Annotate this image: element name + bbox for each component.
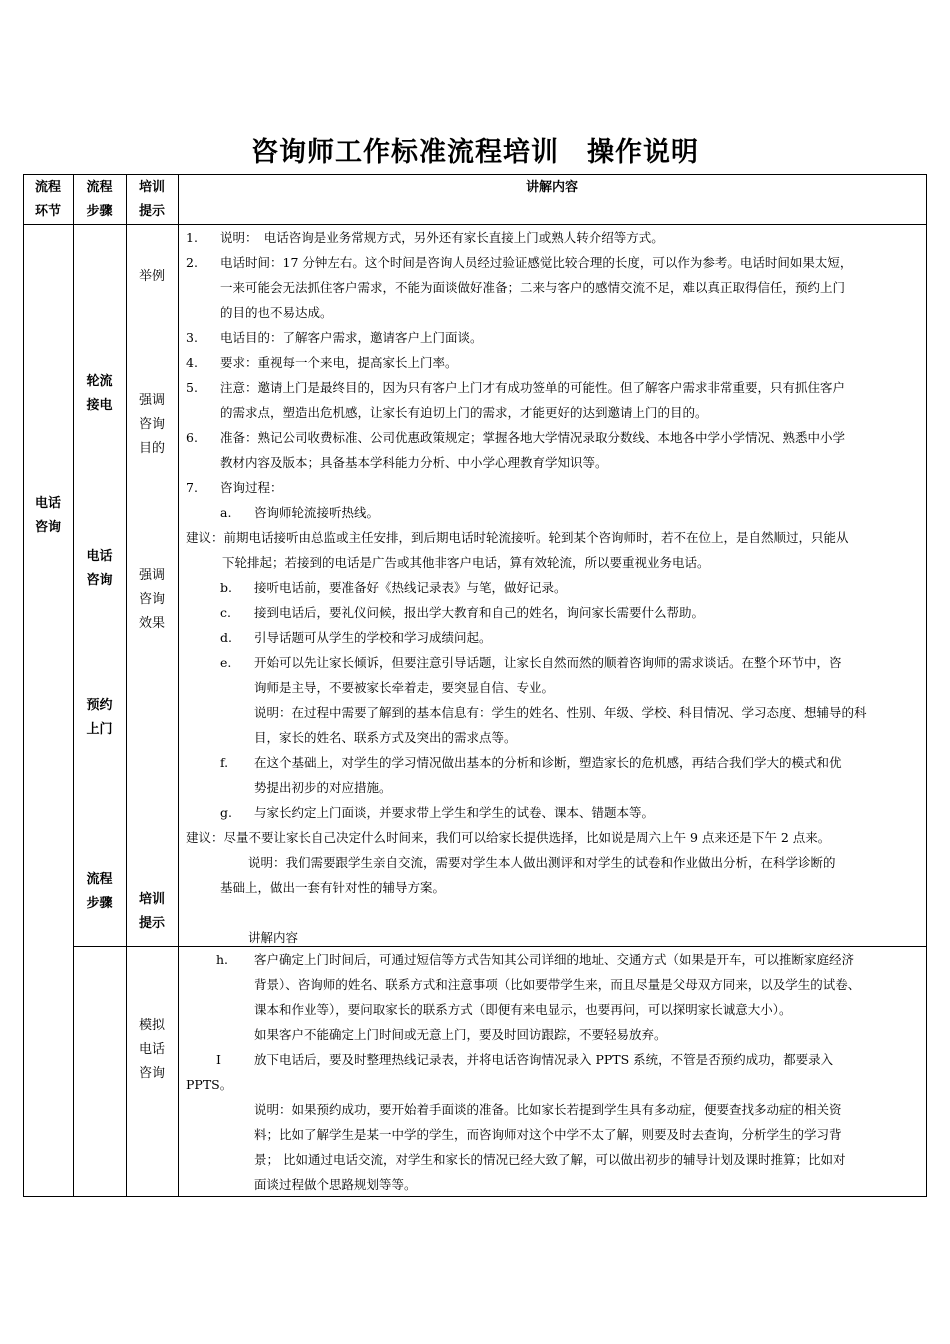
sub-item-letter: h. [216, 952, 229, 967]
sub-item-letter: f. [220, 755, 229, 770]
item-number: 7. [186, 480, 198, 495]
spacer [186, 900, 920, 925]
tip-emphasize-purpose [126, 389, 178, 461]
item-number: 3. [186, 330, 198, 345]
item-number: 5. [186, 380, 198, 395]
sub-item-letter: c. [220, 605, 231, 620]
item-line: 要求：重视每一个来电，提高家长上门率。 [220, 355, 458, 370]
header-step [73, 176, 126, 224]
item-line: 咨询过程： [220, 480, 283, 495]
sub-item-line: 在这个基础上，对学生的学习情况做出基本的分析和诊断，塑造家长的危机感，再结合我们学大的模式和优 [254, 755, 842, 770]
numbered-item [186, 225, 920, 250]
header-stage [23, 176, 73, 224]
tip5-line2: 电话 [138, 1042, 165, 1057]
sub-item [186, 1047, 920, 1097]
note-line: 面谈过程做个思路规划等等。 [254, 1177, 417, 1192]
step1-line2: 接电 [86, 398, 113, 413]
sub-item [186, 600, 920, 625]
step1-line1: 轮流 [86, 374, 113, 389]
sub-item [186, 500, 920, 525]
sub-item [186, 800, 920, 825]
sub-item-line: 课本和作业等），要问取家长的联系方式（即便有来电显示，也要再问，可以探明家长诚意大小）。 [254, 1002, 792, 1017]
note-paragraph [186, 850, 920, 900]
sub-item [186, 625, 920, 650]
numbered-item [186, 425, 920, 475]
header-step-line1: 流程 [86, 180, 113, 195]
step-appointment [73, 694, 126, 742]
item-line: 说明： 电话咨询是业务常规方式，另外还有家长直接上门或熟人转介绍等方式。 [220, 230, 664, 245]
sub-item-line: PPTS。 [186, 1077, 233, 1092]
numbered-item [186, 250, 920, 325]
step2-line2: 咨询 [86, 573, 113, 588]
sub-item-line: 引导话题可从学生的学校和学习成绩问起。 [254, 630, 492, 645]
step-phone-consult [73, 545, 126, 593]
tip3-line1: 强调 [138, 568, 165, 583]
tip2-line2: 咨询 [138, 417, 165, 432]
note-line: 说明：我们需要跟学生亲自交流，需要对学生本人做出测评和对学生的试卷和作业做出分析，在科学诊断的 [248, 855, 836, 870]
note-line: 基础上，做出一套有针对性的辅导方案。 [220, 880, 446, 895]
tip3-line3: 效果 [138, 616, 165, 631]
sub-item-letter: e. [220, 655, 232, 670]
advice-line: 建议：前期电话接听由总监或主任安排，到后期电话时轮流接听。轮到某个咨询师时，若不在位上，是自然顺过，只能从 [186, 530, 849, 545]
tip5-line3: 咨询 [138, 1066, 165, 1081]
item-number: 6. [186, 430, 198, 445]
sub-item [186, 575, 920, 600]
page-title: 咨询师工作标准流程培训 操作说明 [251, 137, 699, 168]
item-line: 的目的也不易达成。 [220, 305, 333, 320]
sub-item-line: 放下电话后，要及时整理热线记录表，并将电话咨询情况录入 PPTS 系统，不管是否预约成功，都要录入 [254, 1052, 834, 1067]
item-line: 的需求点，塑造出危机感，让家长有迫切上门的需求，才能更好的达到邀请上门的目的。 [220, 405, 708, 420]
table-top-border [23, 174, 927, 175]
col-border-5 [926, 174, 927, 1197]
sub-item [186, 947, 920, 1047]
note-line: 说明：在过程中需要了解到的基本信息有：学生的姓名、性别、年级、学校、科目情况、学习态度、想辅导的科 [254, 705, 867, 720]
advice-line: 下轮排起；若接到的电话是广告或其他非客户电话，算有效轮流，所以要重视业务电话。 [222, 555, 710, 570]
step4-line1: 流程 [86, 872, 113, 887]
item-line: 注意：邀请上门是最终目的，因为只有客户上门才有成功签单的可能性。但了解客户需求非常重要，只有抓住客户 [220, 380, 846, 395]
stage-label [23, 492, 73, 540]
tip-example: 举例 [138, 269, 165, 284]
header-step-line2: 步骤 [86, 204, 113, 219]
item-line: 电话时间：17 分钟左右。这个时间是咨询人员经过验证感觉比较合理的长度，可以作为参考。电话时间如果太短， [220, 255, 853, 270]
tip2-line3: 目的 [138, 441, 165, 456]
step-rotate-answer [73, 370, 126, 418]
stage-line2: 咨询 [34, 520, 61, 535]
sub-item-line: 开始可以先让家长倾诉，但要注意引导话题，让家长自然而然的顺着咨询师的需求谈话。在整个环节中，咨 [254, 655, 842, 670]
header-stage-line1: 流程 [34, 180, 61, 195]
numbered-item [186, 475, 920, 500]
sub-item-letter: d. [220, 630, 232, 645]
content-main [186, 225, 920, 950]
sub-item [186, 750, 920, 800]
sub-item-letter: b. [220, 580, 232, 595]
note-line: 料；比如了解学生是某一中学的学生，而咨询师对这个中学不太了解，则要及时去查询，分析学生的学习背 [254, 1127, 842, 1142]
header-tip-line1: 培训 [138, 180, 165, 195]
step3-line1: 预约 [86, 698, 113, 713]
note-line: 目，家长的姓名、联系方式及突出的需求点等。 [254, 730, 517, 745]
stage-line1: 电话 [34, 496, 61, 511]
tip-training [126, 888, 178, 936]
step3-line2: 上门 [86, 722, 113, 737]
sub-item [186, 650, 920, 700]
header-content: 讲解内容 [525, 180, 578, 195]
note-paragraph [186, 700, 920, 750]
col-border-1 [23, 174, 24, 1197]
item-line: 准备：熟记公司收费标准、公司优惠政策规定；掌握各地大学情况录取分数线、本地各中学小学情况、熟悉中小学 [220, 430, 846, 445]
content-continued [186, 947, 920, 1197]
item-number: 2. [186, 255, 198, 270]
item-number: 4. [186, 355, 198, 370]
tip5-line1: 模拟 [138, 1018, 165, 1033]
header-tip [126, 176, 178, 224]
tip4-line2: 提示 [138, 916, 165, 931]
sub-item-letter: I [216, 1052, 221, 1067]
note-line: 景； 比如通过电话交流，对学生和家长的情况已经大致了解，可以做出初步的辅导计划及课时推算；比如对 [254, 1152, 846, 1167]
item-line: 一来可能会无法抓住客户需求，不能为面谈做好准备；二来与客户的感情交流不足，难以真正取得信任，预约上门 [220, 280, 846, 295]
sub-item-line: 背景）、咨询师的姓名、联系方式和注意事项（比如要带学生来，而且尽量是父母双方同来，以及学生的试卷、 [254, 977, 861, 992]
advice-paragraph [186, 525, 920, 575]
col-border-4 [178, 174, 179, 1197]
col-border-2 [73, 174, 74, 1197]
advice-line: 建议：尽量不要让家长自己决定什么时间来，我们可以给家长提供选择，比如说是周六上午 9 点来还是下午 2 点来。 [186, 830, 831, 845]
sub-item-line: 询师是主导，不要被家长牵着走，要突显自信、专业。 [254, 680, 555, 695]
sub-item-letter: a. [220, 505, 232, 520]
item-line: 电话目的：了解客户需求，邀请客户上门面谈。 [220, 330, 483, 345]
tip3-line2: 咨询 [138, 592, 165, 607]
tip2-line1: 强调 [138, 393, 165, 408]
numbered-item [186, 375, 920, 425]
sub-item-line: 势提出初步的对应措施。 [254, 780, 392, 795]
note-paragraph [186, 1097, 920, 1197]
header-tip-line2: 提示 [138, 204, 165, 219]
step2-line1: 电话 [86, 549, 113, 564]
sub-item-letter: g. [220, 805, 232, 820]
step4-line2: 步骤 [86, 896, 113, 911]
header-stage-line2: 环节 [34, 204, 61, 219]
explain-label: 讲解内容 [248, 930, 299, 945]
sub-item-line: 如果客户不能确定上门时间或无意上门，要及时回访跟踪，不要轻易放弃。 [254, 1027, 667, 1042]
sub-item-line: 与家长约定上门面谈，并要求带上学生和学生的试卷、课本、错题本等。 [254, 805, 655, 820]
sub-item-line: 客户确定上门时间后，可通过短信等方式告知其公司详细的地址、交通方式（如果是开车，可以推断家庭经济 [254, 952, 855, 967]
sub-item-line: 咨询师轮流接听热线。 [254, 505, 380, 520]
note-line: 说明：如果预约成功，要开始着手面谈的准备。比如家长若提到学生具有多动症，便要查找多动症的相关资 [254, 1102, 842, 1117]
sub-item-line: 接听电话前，要准备好《热线记录表》与笔，做好记录。 [254, 580, 567, 595]
tip4-line1: 培训 [138, 892, 165, 907]
item-line: 教材内容及版本；具备基本学科能力分析、中小学心理教育学知识等。 [220, 455, 608, 470]
sub-item-line: 接到电话后，要礼仪问候，报出学大教育和自己的姓名，询问家长需要什么帮助。 [254, 605, 705, 620]
tip-emphasize-effect [126, 564, 178, 636]
numbered-item [186, 325, 920, 350]
step-process [73, 868, 126, 916]
numbered-item [186, 350, 920, 375]
item-number: 1. [186, 230, 198, 245]
tip-simulated-call [126, 1014, 178, 1086]
